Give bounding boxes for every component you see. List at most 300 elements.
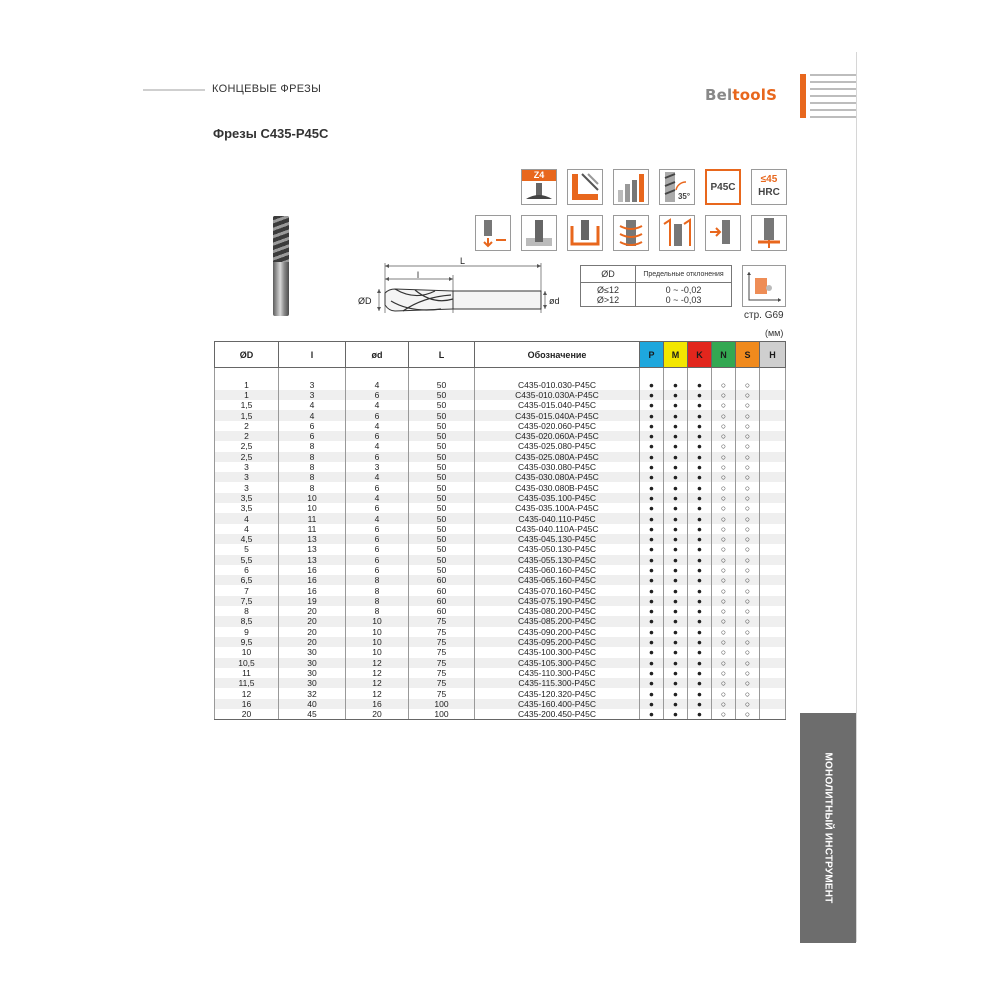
cell-material-n: ○ (712, 544, 736, 554)
cell-flute-length: 20 (279, 616, 346, 626)
cell-flute-length: 40 (279, 699, 346, 709)
cell-shank-diameter: 12 (346, 668, 409, 678)
cell-material-m: ● (664, 699, 688, 709)
cell-cutting-diameter: 4,5 (215, 534, 279, 544)
cell-material-n: ○ (712, 524, 736, 534)
dim-total-length: L (460, 256, 466, 266)
cell-material-n: ○ (712, 482, 736, 492)
cell-cutting-diameter: 8 (215, 606, 279, 616)
cell-material-m: ● (664, 565, 688, 575)
cell-material-n: ○ (712, 513, 736, 523)
cell-material-k: ● (688, 410, 712, 420)
helical-milling-icon (613, 215, 649, 251)
table-row (215, 493, 786, 503)
cell-designation: С435-010.030А-Р45С (475, 390, 640, 400)
cell-shank-diameter: 4 (346, 441, 409, 451)
cell-material-k: ● (688, 513, 712, 523)
cell-material-m: ● (664, 637, 688, 647)
cell-total-length: 50 (409, 534, 475, 544)
cell-material-s: ○ (736, 441, 760, 451)
cell-designation: С435-060.160-Р45С (475, 565, 640, 575)
cell-cutting-diameter: 4 (215, 524, 279, 534)
cell-material-k: ● (688, 462, 712, 472)
cell-material-n: ○ (712, 493, 736, 503)
section-title: КОНЦЕВЫЕ ФРЕЗЫ (212, 83, 322, 95)
cell-total-length: 50 (409, 431, 475, 441)
cell-material-p: ● (640, 544, 664, 554)
cell-material-k: ● (688, 431, 712, 441)
cell-material-k: ● (688, 534, 712, 544)
plunge-icon (475, 215, 511, 251)
cell-total-length: 75 (409, 688, 475, 698)
cell-flute-length: 4 (279, 410, 346, 420)
cell-material-k: ● (688, 400, 712, 410)
cell-material-n: ○ (712, 452, 736, 462)
cell-material-m: ● (664, 482, 688, 492)
cell-material-s: ○ (736, 462, 760, 472)
cell-material-k: ● (688, 482, 712, 492)
cell-material-h (760, 513, 786, 523)
cell-total-length: 50 (409, 544, 475, 554)
table-row (215, 503, 786, 513)
cell-material-s: ○ (736, 637, 760, 647)
cell-designation: С435-200.450-Р45С (475, 709, 640, 720)
cell-material-p: ● (640, 452, 664, 462)
cell-total-length: 50 (409, 555, 475, 565)
cell-material-s: ○ (736, 616, 760, 626)
cell-total-length: 50 (409, 462, 475, 472)
table-row (215, 472, 786, 482)
table-row (215, 637, 786, 647)
cell-designation: С435-030.080А-Р45С (475, 472, 640, 482)
cell-material-m: ● (664, 688, 688, 698)
cell-material-n: ○ (712, 390, 736, 400)
header-material-n: N (712, 342, 736, 368)
cell-material-k: ● (688, 678, 712, 688)
cell-material-n: ○ (712, 503, 736, 513)
cutting-data-chart-icon (742, 265, 786, 307)
length-bars-icon (613, 169, 649, 205)
cell-material-m: ● (664, 596, 688, 606)
cell-shank-diameter: 4 (346, 380, 409, 390)
cell-flute-length: 10 (279, 493, 346, 503)
cell-material-n: ○ (712, 627, 736, 637)
dim-shank-diameter: ød (549, 296, 560, 306)
cell-material-k: ● (688, 668, 712, 678)
cell-material-s: ○ (736, 647, 760, 657)
cell-material-m: ● (664, 421, 688, 431)
cell-material-p: ● (640, 606, 664, 616)
table-row (215, 421, 786, 431)
cell-cutting-diameter: 2,5 (215, 452, 279, 462)
cell-material-m: ● (664, 606, 688, 616)
cell-material-k: ● (688, 637, 712, 647)
cell-material-s: ○ (736, 585, 760, 595)
cell-material-n: ○ (712, 431, 736, 441)
cell-total-length: 75 (409, 668, 475, 678)
table-spacer-row (215, 368, 786, 380)
cell-total-length: 50 (409, 380, 475, 390)
cell-cutting-diameter: 4 (215, 513, 279, 523)
cell-material-m: ● (664, 678, 688, 688)
cell-material-s: ○ (736, 421, 760, 431)
cell-total-length: 50 (409, 493, 475, 503)
cell-material-m: ● (664, 658, 688, 668)
cell-material-p: ● (640, 647, 664, 657)
cell-flute-length: 8 (279, 441, 346, 451)
cell-total-length: 50 (409, 400, 475, 410)
cell-total-length: 60 (409, 575, 475, 585)
cell-material-s: ○ (736, 658, 760, 668)
cell-cutting-diameter: 1 (215, 380, 279, 390)
cell-material-k: ● (688, 627, 712, 637)
header-flute-length: l (279, 342, 346, 368)
cell-shank-diameter: 6 (346, 431, 409, 441)
tolerance-diameter-cell (581, 283, 636, 307)
cell-flute-length: 8 (279, 482, 346, 492)
cell-total-length: 75 (409, 678, 475, 688)
hardness-value: ≤45 (760, 174, 778, 185)
cell-designation: С435-040.110А-Р45С (475, 524, 640, 534)
cell-material-s: ○ (736, 709, 760, 720)
cell-material-p: ● (640, 709, 664, 720)
side-milling-icon (705, 215, 741, 251)
cell-material-s: ○ (736, 410, 760, 420)
slotting-icon (521, 215, 557, 251)
cell-material-n: ○ (712, 575, 736, 585)
cell-material-h (760, 503, 786, 513)
cell-material-m: ● (664, 503, 688, 513)
cell-material-p: ● (640, 421, 664, 431)
cell-designation: С435-120.320-Р45С (475, 688, 640, 698)
cell-shank-diameter: 10 (346, 616, 409, 626)
cell-material-s: ○ (736, 431, 760, 441)
tolerance-table (580, 265, 732, 307)
cell-material-n: ○ (712, 606, 736, 616)
table-header-row (215, 342, 786, 368)
cell-material-m: ● (664, 431, 688, 441)
cell-shank-diameter: 6 (346, 390, 409, 400)
flutes-z4-icon (521, 169, 557, 205)
cell-cutting-diameter: 8,5 (215, 616, 279, 626)
cell-cutting-diameter: 5 (215, 544, 279, 554)
cell-material-s: ○ (736, 472, 760, 482)
dim-flute-length: l (417, 270, 419, 280)
cell-flute-length: 30 (279, 647, 346, 657)
table-row (215, 462, 786, 472)
brand-logo-part1: Bel (705, 86, 733, 104)
cell-material-m: ● (664, 452, 688, 462)
z4-label: Z4 (522, 170, 556, 181)
cell-total-length: 60 (409, 596, 475, 606)
cell-material-k: ● (688, 575, 712, 585)
cell-shank-diameter: 12 (346, 678, 409, 688)
cell-designation: С435-025.080А-Р45С (475, 452, 640, 462)
cell-designation: С435-015.040А-Р45С (475, 410, 640, 420)
product-table (214, 341, 786, 720)
table-row (215, 647, 786, 657)
cell-material-p: ● (640, 410, 664, 420)
cell-material-s: ○ (736, 699, 760, 709)
cell-material-h (760, 555, 786, 565)
cell-material-k: ● (688, 390, 712, 400)
header-rule (143, 89, 205, 91)
cell-cutting-diameter: 16 (215, 699, 279, 709)
cell-cutting-diameter: 3,5 (215, 503, 279, 513)
cell-material-n: ○ (712, 534, 736, 544)
cell-material-h (760, 410, 786, 420)
cell-material-k: ● (688, 493, 712, 503)
cell-material-s: ○ (736, 534, 760, 544)
page-reference: стр. G69 (744, 310, 784, 321)
cell-total-length: 75 (409, 616, 475, 626)
cell-material-s: ○ (736, 452, 760, 462)
cell-total-length: 50 (409, 472, 475, 482)
brand-accent-bar (800, 74, 806, 118)
cell-designation: С435-075.190-Р45С (475, 596, 640, 606)
cell-designation: С435-100.300-Р45С (475, 647, 640, 657)
cell-material-m: ● (664, 400, 688, 410)
cell-material-p: ● (640, 462, 664, 472)
table-row (215, 441, 786, 451)
header-material-h: H (760, 342, 786, 368)
cell-material-k: ● (688, 472, 712, 482)
cell-material-k: ● (688, 616, 712, 626)
cell-flute-length: 45 (279, 709, 346, 720)
cell-material-p: ● (640, 534, 664, 544)
cell-total-length: 75 (409, 627, 475, 637)
cell-material-m: ● (664, 544, 688, 554)
cell-material-m: ● (664, 410, 688, 420)
cell-material-n: ○ (712, 678, 736, 688)
tool-photo-flutes (273, 216, 289, 262)
cell-material-h (760, 627, 786, 637)
cell-material-p: ● (640, 678, 664, 688)
cell-material-n: ○ (712, 410, 736, 420)
cell-designation: С435-020.060А-Р45С (475, 431, 640, 441)
cell-shank-diameter: 6 (346, 410, 409, 420)
table-row (215, 524, 786, 534)
table-row (215, 699, 786, 709)
table-row (215, 585, 786, 595)
cell-material-h (760, 544, 786, 554)
cell-cutting-diameter: 12 (215, 688, 279, 698)
cell-shank-diameter: 16 (346, 699, 409, 709)
tolerance-range-large: Ø>12 (596, 294, 620, 305)
cell-material-k: ● (688, 555, 712, 565)
table-row (215, 544, 786, 554)
tolerance-value-small: 0 ~ -0,02 (665, 284, 702, 295)
drilling-icon (751, 215, 787, 251)
cell-material-p: ● (640, 688, 664, 698)
cell-material-n: ○ (712, 585, 736, 595)
cell-material-p: ● (640, 627, 664, 637)
cell-cutting-diameter: 2 (215, 421, 279, 431)
page-edge-line (856, 52, 857, 942)
table-row (215, 431, 786, 441)
cell-material-n: ○ (712, 616, 736, 626)
cell-designation: С435-015.040-Р45С (475, 400, 640, 410)
cell-material-h (760, 658, 786, 668)
cell-designation: С435-160.400-Р45С (475, 699, 640, 709)
cell-shank-diameter: 4 (346, 493, 409, 503)
table-row (215, 596, 786, 606)
cell-shank-diameter: 4 (346, 472, 409, 482)
cell-material-p: ● (640, 616, 664, 626)
end-mill-profile-icon (567, 169, 603, 205)
cell-cutting-diameter: 11 (215, 668, 279, 678)
cell-material-p: ● (640, 658, 664, 668)
cell-material-s: ○ (736, 575, 760, 585)
cell-material-n: ○ (712, 400, 736, 410)
cell-shank-diameter: 4 (346, 400, 409, 410)
cell-flute-length: 6 (279, 421, 346, 431)
cell-material-k: ● (688, 380, 712, 390)
header-cutting-diameter: ØD (215, 342, 279, 368)
corner-icon-graphic (522, 181, 556, 205)
cell-material-h (760, 462, 786, 472)
brand-logo-part2: toolS (732, 86, 778, 104)
cell-material-s: ○ (736, 400, 760, 410)
cell-designation: С435-030.080В-Р45С (475, 482, 640, 492)
cell-shank-diameter: 20 (346, 709, 409, 720)
cell-material-p: ● (640, 503, 664, 513)
cell-total-length: 60 (409, 606, 475, 616)
cell-designation: С435-010.030-Р45С (475, 380, 640, 390)
coating-label: P45C (710, 182, 736, 193)
tolerance-range-small: Ø≤12 (597, 284, 619, 295)
header-total-length: L (409, 342, 475, 368)
cell-total-length: 75 (409, 658, 475, 668)
cell-total-length: 60 (409, 585, 475, 595)
cell-material-p: ● (640, 637, 664, 647)
cell-material-p: ● (640, 565, 664, 575)
cell-shank-diameter: 8 (346, 585, 409, 595)
brand-stripes (810, 74, 856, 118)
cell-flute-length: 30 (279, 668, 346, 678)
cell-material-n: ○ (712, 462, 736, 472)
cell-shank-diameter: 6 (346, 555, 409, 565)
cell-material-s: ○ (736, 606, 760, 616)
cell-shank-diameter: 12 (346, 688, 409, 698)
table-row (215, 390, 786, 400)
cell-cutting-diameter: 20 (215, 709, 279, 720)
side-tab-label: МОНОЛИТНЫЙ ИНСТРУМЕНТ (822, 752, 834, 904)
unit-label: (мм) (765, 328, 784, 338)
table-row (215, 555, 786, 565)
cell-material-p: ● (640, 524, 664, 534)
header-material-p: P (640, 342, 664, 368)
cell-flute-length: 3 (279, 390, 346, 400)
cell-material-k: ● (688, 658, 712, 668)
table-row (215, 658, 786, 668)
coating-p45c-icon (705, 169, 741, 205)
cell-material-s: ○ (736, 555, 760, 565)
cell-material-m: ● (664, 524, 688, 534)
cell-material-p: ● (640, 431, 664, 441)
cell-material-h (760, 400, 786, 410)
cell-material-p: ● (640, 555, 664, 565)
dim-cutting-diameter: ØD (358, 296, 372, 306)
table-row (215, 380, 786, 390)
pocketing-icon (567, 215, 603, 251)
cell-material-h (760, 493, 786, 503)
cell-material-h (760, 596, 786, 606)
cell-material-m: ● (664, 575, 688, 585)
table-row (215, 482, 786, 492)
table-row (215, 678, 786, 688)
cell-material-p: ● (640, 390, 664, 400)
cell-material-s: ○ (736, 627, 760, 637)
table-row (215, 688, 786, 698)
cell-cutting-diameter: 10 (215, 647, 279, 657)
hardness-icon (751, 169, 787, 205)
cell-shank-diameter: 6 (346, 524, 409, 534)
cell-material-n: ○ (712, 596, 736, 606)
cell-cutting-diameter: 1 (215, 390, 279, 400)
cell-flute-length: 8 (279, 462, 346, 472)
cell-designation: С435-055.130-Р45С (475, 555, 640, 565)
cell-designation: С435-105.300-Р45С (475, 658, 640, 668)
cell-material-m: ● (664, 380, 688, 390)
cell-total-length: 50 (409, 524, 475, 534)
cell-material-n: ○ (712, 668, 736, 678)
cell-cutting-diameter: 9,5 (215, 637, 279, 647)
cell-shank-diameter: 8 (346, 606, 409, 616)
cell-material-n: ○ (712, 658, 736, 668)
cell-material-h (760, 534, 786, 544)
cell-material-k: ● (688, 709, 712, 720)
cell-material-p: ● (640, 585, 664, 595)
cell-flute-length: 4 (279, 400, 346, 410)
cell-shank-diameter: 6 (346, 565, 409, 575)
helix-angle-label: 35° (677, 192, 691, 201)
cell-material-k: ● (688, 421, 712, 431)
cell-shank-diameter: 8 (346, 596, 409, 606)
cell-material-h (760, 575, 786, 585)
tolerance-value-cell (636, 283, 732, 307)
cell-material-h (760, 606, 786, 616)
cell-designation: С435-040.110-Р45С (475, 513, 640, 523)
header-shank-diameter: ød (346, 342, 409, 368)
cell-total-length: 50 (409, 565, 475, 575)
cell-designation: С435-045.130-Р45С (475, 534, 640, 544)
cell-total-length: 50 (409, 503, 475, 513)
cell-material-m: ● (664, 513, 688, 523)
table-row (215, 534, 786, 544)
cell-material-n: ○ (712, 637, 736, 647)
cell-material-n: ○ (712, 647, 736, 657)
cell-material-h (760, 585, 786, 595)
cell-material-k: ● (688, 688, 712, 698)
cell-material-h (760, 482, 786, 492)
cell-material-n: ○ (712, 441, 736, 451)
cell-material-m: ● (664, 555, 688, 565)
cell-designation: С435-035.100А-Р45С (475, 503, 640, 513)
cell-cutting-diameter: 5,5 (215, 555, 279, 565)
cell-material-k: ● (688, 503, 712, 513)
cell-material-h (760, 668, 786, 678)
cell-cutting-diameter: 9 (215, 627, 279, 637)
cell-material-p: ● (640, 513, 664, 523)
cell-flute-length: 16 (279, 585, 346, 595)
cell-material-h (760, 452, 786, 462)
cell-cutting-diameter: 7,5 (215, 596, 279, 606)
cell-material-h (760, 421, 786, 431)
cell-material-m: ● (664, 390, 688, 400)
cell-flute-length: 11 (279, 524, 346, 534)
cell-shank-diameter: 4 (346, 421, 409, 431)
